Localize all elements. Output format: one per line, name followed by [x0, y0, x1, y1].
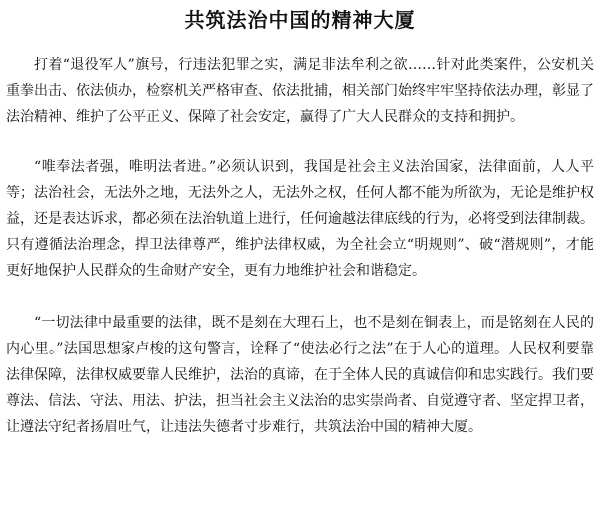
document-title: 共筑法治中国的精神大厦 — [184, 8, 416, 32]
paragraph-spacer — [6, 130, 594, 154]
paragraph-1: 打着“退役军人”旗号，行违法犯罪之实，满足非法牟利之欲……针对此类案件，公安机关重拳出击、依法侦办，检察机关严格审查、依法批捕，相关部门始终牢牢坚持依法办理，彰显了法治精神、维护了公平正义、保障了社会安定，赢得了广大人民群众的支持和拥护。 — [6, 57, 594, 125]
paragraph-spacer — [6, 284, 594, 310]
paragraph-3: “一切法律中最重要的法律，既不是刻在大理石上，也不是刻在铜表上，而是铭刻在人民的内心里。”法国思想家卢梭的这句警言，诠释了“使法必行之法”在于人心的道理。人民权利要靠法律保障，法律权威要靠人民维护，法治的真谛，在于全体人民的真诚信仰和忠实践行。我们要尊法、信法、守法、用法、护法，担当社会主义法治的忠实崇尚者、自觉遵守者、坚定捍卫者，让遵法守纪者扬眉吐气，让违法失德者寸步难行，共筑法治中国的精神大厦。 — [6, 315, 594, 435]
paragraph-2: “唯奉法者强，唯明法者进。”必须认识到，我国是社会主义法治国家，法律面前，人人平等；法治社会，无法外之地，无法外之人，无法外之权，任何人都不能为所欲为，无论是维护权益，还是表达诉求，都必须在法治轨道上进行，任何逾越法律底线的行为，必将受到法律制裁。只有遵循法治理念，捍卫法律尊严，维护法律权威，为全社会立“明规则”、破“潜规则”，才能更好地保护人民群众的生命财产安全，更有力地维护社会和谐稳定。 — [6, 159, 594, 279]
